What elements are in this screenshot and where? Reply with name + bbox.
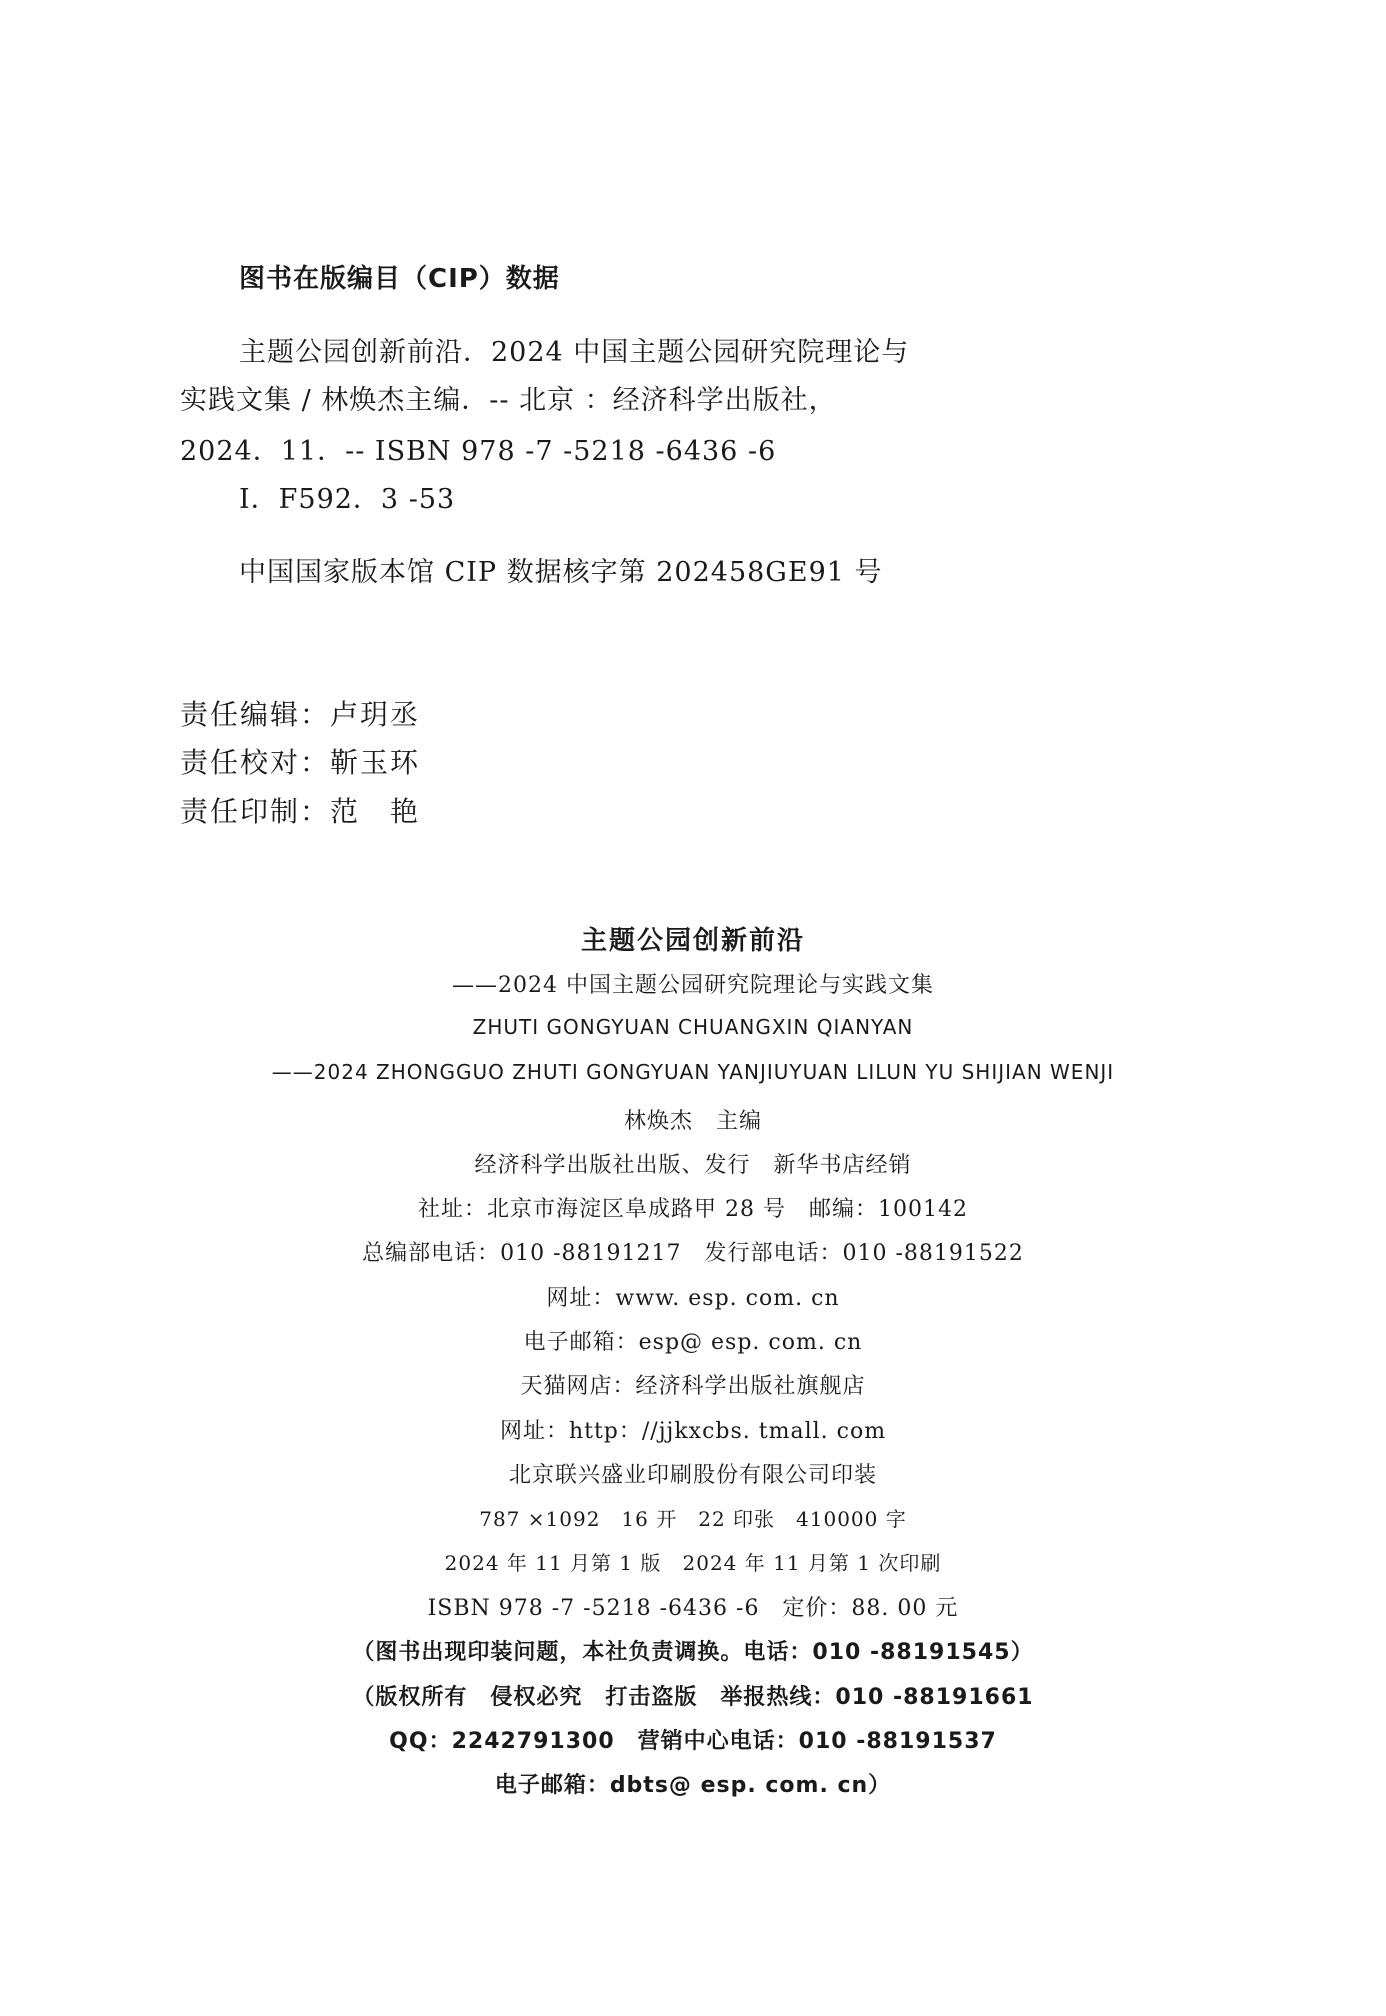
cip-record-number: 中国国家版本馆 CIP 数据核字第 202458GE91 号 — [239, 557, 883, 588]
address-line: 社址：北京市海淀区阜成路甲 28 号 邮编：100142 — [418, 1197, 968, 1222]
responsible-editor: 责任编辑：卢玥丞 — [180, 698, 421, 731]
publisher-line: 经济科学出版社出版、发行 新华书店经销 — [474, 1153, 912, 1178]
email-line: 电子邮箱：esp@ esp. com. cn — [523, 1330, 863, 1355]
email-notice: 电子邮箱：dbts@ esp. com. cn） — [494, 1773, 892, 1798]
responsible-proofreader: 责任校对：靳玉环 — [180, 746, 421, 779]
contact-notice: QQ：2242791300 营销中心电话：010 -88191537 — [389, 1729, 997, 1754]
printer-line: 北京联兴盛业印刷股份有限公司印装 — [508, 1463, 877, 1488]
book-subtitle-pinyin: ——2024 ZHONGGUO ZHUTI GONGYUAN YANJIUYUAN LILUN YU SHIJIAN WENJI — [271, 1060, 1115, 1084]
isbn-price-line: ISBN 978 -7 -5218 -6436 -6 定价：88. 00 元 — [427, 1596, 959, 1621]
phone-line: 总编部电话：010 -88191217 发行部电话：010 -88191522 — [362, 1241, 1024, 1266]
responsible-printing: 责任印制：范 艳 — [180, 795, 421, 828]
website-line: 网址：www. esp. com. cn — [546, 1286, 840, 1311]
tmall-store-line: 天猫网店：经济科学出版社旗舰店 — [520, 1374, 866, 1399]
edition-line: 2024 年 11 月第 1 版 2024 年 11 月第 1 次印刷 — [444, 1551, 942, 1575]
book-title-pinyin: ZHUTI GONGYUAN CHUANGXIN QIANYAN — [472, 1015, 914, 1039]
tmall-url-line: 网址：http：//jjkxcbs. tmall. com — [499, 1419, 887, 1444]
specs-line: 787 ×1092 16 开 22 印张 410000 字 — [479, 1507, 907, 1531]
copyright-notice: （版权所有 侵权必究 打击盗版 举报热线：010 -88191661 — [352, 1685, 1034, 1710]
cip-heading: 图书在版编目（CIP）数据 — [239, 264, 560, 294]
cip-line-4: Ⅰ．F592．3 -53 — [239, 484, 456, 515]
quality-notice: （图书出现印装问题，本社负责调换。电话：010 -88191545） — [352, 1640, 1034, 1665]
book-subtitle: ——2024 中国主题公园研究院理论与实践文集 — [452, 973, 934, 998]
editor-line: 林焕杰 主编 — [623, 1109, 762, 1134]
book-title: 主题公园创新前沿 — [580, 926, 805, 956]
cip-line-3: 2024．11．-- ISBN 978 -7 -5218 -6436 -6 — [180, 436, 777, 467]
cip-line-2: 实践文集 / 林焕杰主编．-- 北京 ：经济科学出版社， — [180, 385, 837, 416]
cip-line-1: 主题公园创新前沿．2024 中国主题公园研究院理论与 — [239, 337, 910, 368]
